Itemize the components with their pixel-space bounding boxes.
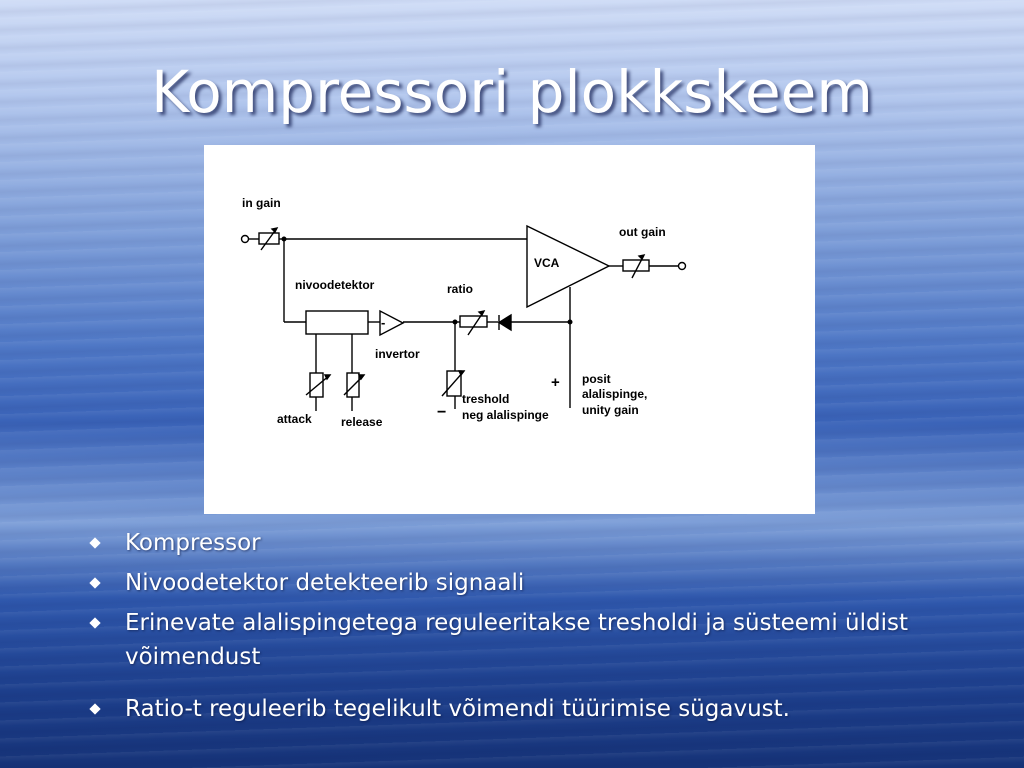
label-nivoodetektor: nivoodetektor xyxy=(295,278,375,292)
diamond-bullet-icon xyxy=(89,537,100,548)
slide-title: Kompressori plokkskeem xyxy=(151,58,873,126)
label-attack: attack xyxy=(277,412,312,426)
label-invertor: invertor xyxy=(375,347,420,361)
diode xyxy=(499,315,511,330)
attack-pot xyxy=(310,373,323,397)
label-neg-alalispinge: neg alalispinge xyxy=(462,408,549,422)
bullet-item xyxy=(88,566,928,600)
label-invertor-sign: - xyxy=(381,315,386,330)
diamond-bullet-icon xyxy=(89,617,100,628)
label-vca: VCA xyxy=(534,256,560,270)
label-minus-sign: − xyxy=(437,404,447,421)
label-plus-sign: + xyxy=(551,374,560,391)
bullet-list xyxy=(88,526,928,732)
label-out-gain: out gain xyxy=(619,225,666,239)
nivoodetektor-block xyxy=(306,311,368,334)
release-pot xyxy=(347,373,359,397)
input-terminal xyxy=(242,236,249,243)
block-diagram xyxy=(204,145,815,514)
label-posit: posit xyxy=(582,372,611,386)
diamond-bullet-icon xyxy=(89,577,100,588)
bullet-text: Kompressor xyxy=(125,530,261,556)
label-release: release xyxy=(341,415,383,429)
output-terminal xyxy=(679,263,686,270)
label-ratio: ratio xyxy=(447,282,474,296)
label-unity-gain: unity gain xyxy=(582,403,639,417)
bullet-text: Erinevate alalispingetega reguleeritakse tresholdi ja süsteemi üldist võimendust xyxy=(125,610,908,670)
bullet-text: Nivoodetektor detekteerib signaali xyxy=(125,570,525,596)
bullet-item xyxy=(88,692,928,726)
label-in-gain: in gain xyxy=(242,196,281,210)
treshold-pot xyxy=(447,371,461,396)
bullet-item xyxy=(88,606,928,674)
bullet-item xyxy=(88,526,928,560)
diamond-bullet-icon xyxy=(89,703,100,714)
label-treshold: treshold xyxy=(462,392,510,406)
ratio-pot xyxy=(460,316,487,327)
bullet-text: Ratio-t reguleerib tegelikult võimendi tüürimise sügavust. xyxy=(125,696,790,722)
label-alalispinge: alalispinge, xyxy=(582,387,648,401)
